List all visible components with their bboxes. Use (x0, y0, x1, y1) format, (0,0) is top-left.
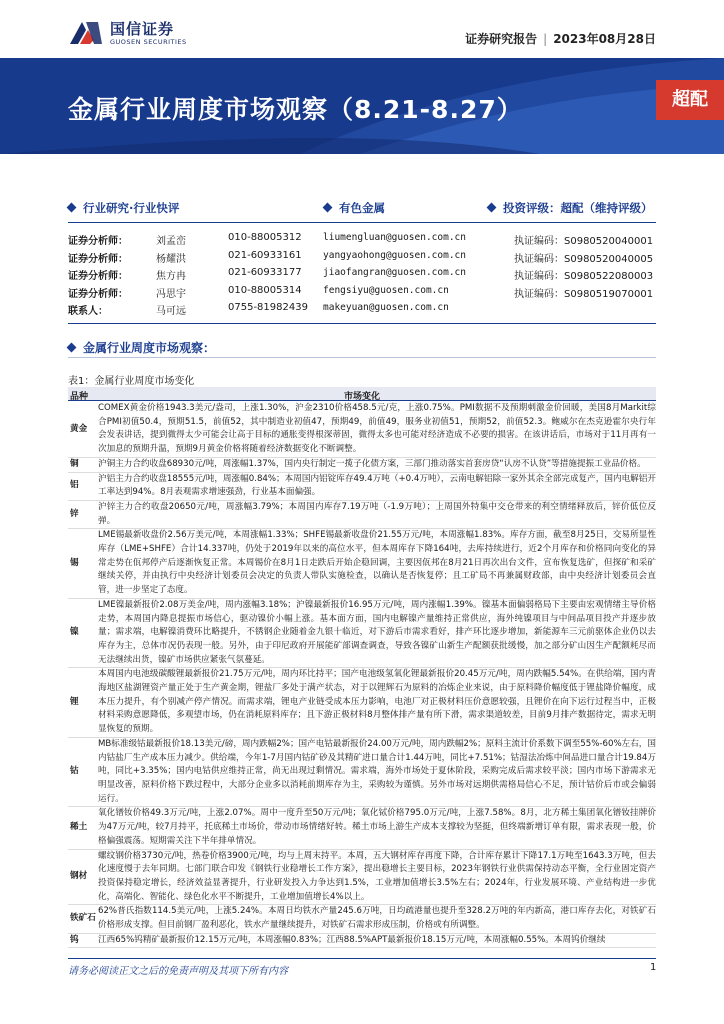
market-change-text: 沪铝主力合约收盘18555元/吨，周涨幅0.84%；本周国内铝锭库存49.4万吨（+0.4万吨），云南电解铝除一家外其余全部完成复产，国内电解铝开工率达到94%。8月表观需求增速强劲，行业基本面偏强。 (98, 473, 656, 498)
contact-name: 马可远 (156, 306, 186, 317)
footer-divider (68, 958, 656, 959)
analyst-role: 证券分析师： (68, 271, 128, 282)
logo-english-name: GUOSEN SECURITIES (110, 38, 187, 46)
tag-line (68, 200, 656, 216)
report-title: 金属行业周度市场观察（8.21-8.27） (68, 95, 523, 124)
analyst-row (68, 250, 656, 268)
table-row (68, 850, 656, 906)
analyst-cert: 执证编码：S0980519070001 (514, 288, 654, 300)
analyst-role: 证券分析师： (68, 236, 128, 247)
divider (68, 222, 656, 223)
metal-name: 钨 (70, 934, 79, 945)
section-title-text: 金属行业周度市场观察： (83, 341, 216, 355)
rating-tag (488, 200, 653, 216)
table-header (68, 387, 656, 401)
report-header (0, 0, 724, 58)
analyst-row (68, 267, 656, 285)
table-row (68, 738, 656, 808)
table-header-change: 市场变化 (343, 392, 380, 402)
sector-label: 有色金属 (339, 201, 385, 215)
table-row (68, 599, 656, 669)
analyst-name: 杨耀洪 (156, 253, 186, 265)
analyst-phone: 021-60933161 (228, 249, 302, 261)
analyst-name: 冯思宇 (156, 288, 186, 300)
table-row (68, 458, 656, 473)
table-row (68, 402, 656, 458)
analyst-email[interactable]: jiaofangran@guosen.com.cn (323, 267, 466, 278)
analyst-list (68, 232, 656, 320)
analyst-email[interactable]: yangyaohong@guosen.com.cn (323, 249, 466, 261)
table-caption: 表1：金属行业周度市场变化 (68, 376, 195, 387)
divider (68, 357, 656, 358)
category-tag (68, 200, 179, 216)
contact-role: 联系人： (68, 306, 108, 317)
analyst-row (68, 285, 656, 303)
report-meta (465, 30, 656, 47)
page-number: 1 (650, 962, 657, 973)
table-row (68, 807, 656, 849)
market-change-text: 江西65%钨精矿最新报价12.15万元/吨，本周涨幅0.83%；江西88.5%APT最新报价18.15万元/吨，本周涨幅0.55%。本周钨价继续 (98, 934, 606, 945)
analyst-phone: 010-88005314 (228, 284, 302, 296)
analyst-email[interactable]: fengsiyu@guosen.com.cn (323, 284, 449, 296)
metal-name: 铜 (70, 458, 79, 469)
analyst-cert: 执证编码：S0980522080003 (514, 271, 654, 282)
report-date: 2023年08月28日 (553, 32, 656, 46)
sector-tag (324, 200, 385, 216)
table-header-metal: 品种 (70, 392, 89, 402)
table-row (68, 473, 656, 501)
metal-name: 稀土 (70, 822, 88, 833)
market-change-text: LME锡最新收盘价2.56万美元/吨，本周涨幅1.33%；SHFE锡最新收盘价21.55万元/吨，本周涨幅1.83%。库存方面，截至8月25日，交易所显性库存（LME+SHFE）合计14.337吨，仍处于2019年以来的高位水平，但本周库存下降164吨，去库持续进行，近2个月库存和价格同向变化的异常走势在佤邦停产后逐渐恢复正常。本周锡价在8月1日走跌后开始企稳回调，主要因佤邦在8月21日再次出台文件，宣布恢复选矿，但探矿和采矿继续关停，并由执行中央经济计划委员会决定的负责人带队实施检查，以确认是否恢复停；且工矿局不再兼属财政部，由中央经济计划委员会直管，进一步坚定了态度。 (98, 530, 656, 596)
logo-chinese-name: 国信证券 (110, 20, 175, 38)
diamond-bullet-icon (487, 203, 497, 213)
market-change-text: 沪铜主力合约收盘68930元/吨，周涨幅1.37%，国内央行制定一揽子化债方案，三部门推动落实首套房贷“认房不认贷”等措施提振工业品价格。 (98, 458, 646, 469)
metal-name: 锂 (70, 696, 79, 707)
analyst-phone: 010-88005312 (228, 232, 302, 243)
diamond-bullet-icon (323, 203, 333, 213)
divider (68, 323, 656, 324)
analyst-phone: 021-60933177 (228, 267, 302, 278)
guosen-logo (68, 16, 218, 50)
title-banner (0, 58, 724, 154)
contact-email[interactable]: makeyuan@guosen.com.cn (323, 302, 449, 313)
metal-name: 铁矿石 (70, 913, 96, 924)
market-change-text: 氧化镨钕价格49.3万元/吨，上涨2.07%。周中一度升至50万元/吨；氧化铽价格795.0万元/吨，上涨7.58%。8月，北方稀土集团氧化镨钕挂牌价为47万元/吨，较7月持平，托底稀土市场价，带动市场情绪好转。稀土市场上游生产成本支撑较为坚挺，但终端新增订单有限，需求表现一般，价格偏强震荡。短期需关注下半年排单情况。 (98, 808, 656, 846)
metal-name: 镍 (70, 627, 79, 638)
analyst-name: 刘孟峦 (156, 236, 186, 247)
section-title (68, 339, 215, 356)
market-change-text: LME镍最新报价2.08万美金/吨，周内涨幅3.18%；沪镍最新报价16.95万元/吨，周内涨幅1.39%。镍基本面偏弱格局下主要由宏观情绪主导价格走势，本周国内降息提振市场信心，驱动镍价小幅上涨。基本面方面，国内电解镍产量维持正常供应，海外纯镍项目与中间品项目投产并逐步放量；需求端，电解镍消费环比略提升，不锈钢企业随着金九银十临近，对下游后市需求看好，排产环比逐步增加，新能源车三元前驱体企业仍以去库存为主，总体市况仍表现一般。另外，由于印尼政府开展能矿部调查调查，导致各镍矿山新生产配额获批缓慢，加之部分矿山因生产配额耗尽而无法继续出货，镍矿市场供应紧张气氛蔓延。 (98, 599, 656, 665)
table-row (68, 529, 656, 599)
meta-separator: | (543, 32, 548, 46)
metal-name: 铝 (70, 480, 79, 491)
market-change-text: MB标准级钴最新报价18.13美元/磅，周内跌幅2%；国产电钴最新报价24.00万元/吨，周内跌幅2%；原料主流计价系数下调至55%-60%左右，国内钴盐厂生产成本压力减少。供给端，今年1-7月国内钴矿砂及其精矿进口量合计1.44万吨，同比+7.51%；钴湿法冶炼中间品进口量合计19.84万吨，同比+3.35%；国内电钴供应维持正常，尚无出现过剩情况。需求端，海外市场处于夏休阶段，采购完成后需求较平淡；国内市场下游需求无明显改善，原料价格下跌过程中，大部分企业多以消耗前期库存为主，采购较为谨慎。另外市场对远期供需格局信心不足，预计钴价后市或会偏弱运行。 (98, 738, 656, 804)
analyst-cert: 执证编码：S0980520040001 (514, 236, 654, 247)
report-type: 证券研究报告 (465, 32, 538, 46)
market-change-text: 沪锌主力合约收盘20650元/吨，周涨幅3.79%；本周国内库存7.19万吨（-1.9万吨）；上周国外特集中交仓带来的利空情绪释放后，锌价低位反弹。 (98, 501, 656, 526)
rating-badge: 超配 (656, 80, 724, 120)
contact-phone: 0755-81982439 (228, 302, 308, 313)
market-change-text: 本周国内电池级碳酸锂最新报价21.75万元/吨，周内环比持平；国产电池级氢氧化锂最新报价20.45万元/吨，周内跌幅5.54%。在供给端，国内青海地区盐湖锂资产量正处于生产黄金期，锂盐厂多处于满产状态，对于以锂辉石为原料的冶炼企业来说，由于原料降价幅度低于锂盐降价幅度，成本压力提升，有个别减产停产情况。而需求端，锂电产业链受成本压力影响，电池厂对正极材料压价意愿较强，且锂价在向下运行过程当中，正极材料采购意愿降低，多观望市场，仍在消耗原料库存；且下游正极材料8月整体排产量有所下滑，需求渠道较差，目前9月排产数据待定，需求无明显恢复的预期。 (98, 669, 656, 735)
analyst-email[interactable]: liumengluan@guosen.com.cn (323, 232, 466, 243)
metal-name: 黄金 (70, 423, 88, 434)
analyst-cert: 执证编码：S0980520040005 (514, 253, 654, 265)
analyst-row (68, 232, 656, 250)
metal-name: 钢材 (70, 871, 88, 882)
rating-label: 投资评级：超配（维持评级） (503, 201, 653, 215)
contact-row (68, 302, 656, 320)
category-label: 行业研究·行业快评 (83, 201, 180, 215)
analyst-role: 证券分析师： (68, 253, 128, 265)
market-change-text: COMEX黄金价格1943.3美元/盎司，上涨1.30%，沪金2310价格458.5元/克，上涨0.75%。PMI数据不及预期刺激金价回暖，美国8月Markit综合PMI初值50.4，预期51.5，前值52，其中制造业初值47，预期49，前值49，服务业初值51，预期52，前值52.3。鲍威尔在杰克逊霍尔央行年会发表讲话，提到微得太少可能会让高于目标的通胀变得根深蒂固，微得太多也可能对经济造成不必要的损害。在该讲话后，市场对于11月再有一次加息的预期升温，预期9月黄金价格将随着经济数据变化不断调整。 (98, 403, 656, 455)
metal-name: 锡 (70, 557, 79, 568)
market-change-text: 62%普氏指数114.5美元/吨，上涨5.24%。本周日均铁水产量245.6万吨，日均疏港量也提升至328.2万吨的年内新高，港口库存去化，对铁矿石价格形成支撑。但目前钢厂盈利恶化，铁水产量继续提升，对铁矿石需求形成压制，价格或有所调整。 (98, 906, 656, 931)
guosen-logo-mark-icon (68, 16, 104, 48)
footer-disclaimer: 请务必阅读正文之后的免责声明及其项下所有内容 (68, 966, 288, 977)
table-row (68, 501, 656, 529)
table-row (68, 934, 656, 949)
table-row (68, 905, 656, 933)
market-table (68, 402, 656, 948)
diamond-bullet-icon (67, 203, 77, 213)
metal-name: 钴 (70, 766, 79, 777)
metal-name: 锌 (70, 508, 79, 519)
diamond-bullet-icon (67, 343, 77, 353)
analyst-role: 证券分析师： (68, 288, 128, 300)
analyst-name: 焦方冉 (156, 271, 186, 282)
table-row (68, 668, 656, 738)
market-change-text: 螺纹钢价格3730元/吨，热卷价格3900元/吨，均与上周末持平。本周，五大钢材库存再度下降，合计库存累计下降17.1万吨至1643.3万吨，但去化速度慢于去年同期。七部门联合印发《钢铁行业稳增长工作方案》，提出稳增长主要目标，2023年钢铁行业供需保持动态平衡，全行业固定资产投资保持稳定增长，经济效益显著提升，行业研发投入力争达到1.5%，工业增加值增长3.5%左右；2024年，行业发展环境、产业结构进一步优化，高端化、智能化、绿色化水平不断提升，工业增加值增长4%以上。 (98, 850, 656, 902)
